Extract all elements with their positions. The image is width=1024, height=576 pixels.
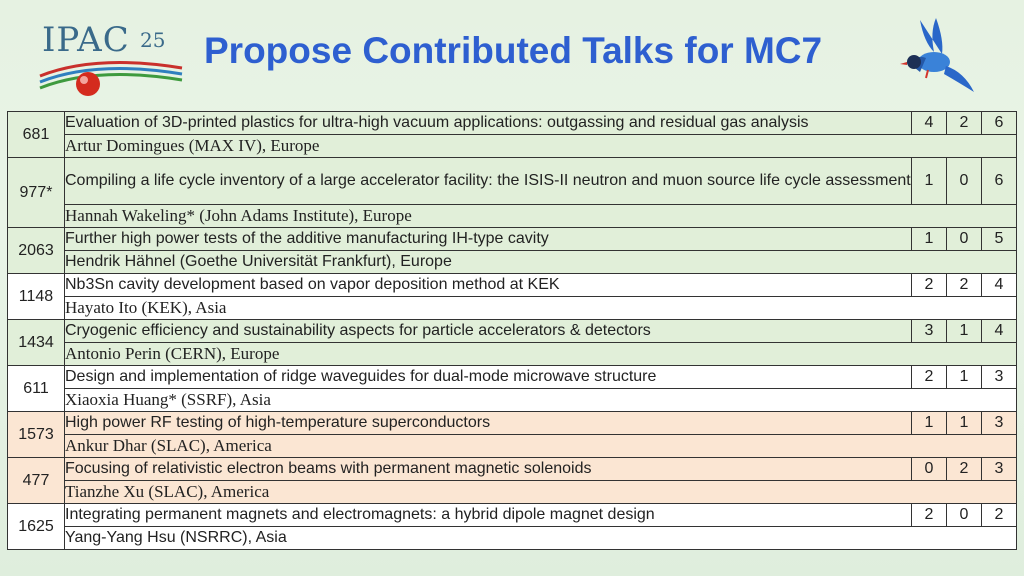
talk-id: 977* [8, 158, 65, 228]
talk-id: 611 [8, 366, 65, 412]
talk-id: 1434 [8, 320, 65, 366]
score-2: 2 [947, 274, 982, 297]
table-row [8, 112, 1017, 135]
score-1: 2 [912, 366, 947, 389]
table-row [8, 366, 1017, 389]
talk-id: 1148 [8, 274, 65, 320]
talk-id: 1625 [8, 504, 65, 550]
score-3: 6 [982, 158, 1017, 205]
talk-author: Yang-Yang Hsu (NSRRC), Asia [65, 527, 1017, 550]
score-3: 3 [982, 412, 1017, 435]
page-title: Propose Contributed Talks for MC7 [204, 30, 823, 71]
score-2: 2 [947, 458, 982, 481]
table-row [8, 297, 1017, 320]
logo-year: 25 [140, 28, 166, 52]
table-row [8, 481, 1017, 504]
score-3: 3 [982, 366, 1017, 389]
score-1: 1 [912, 228, 947, 251]
table-row [8, 412, 1017, 435]
talk-author: Hendrik Hähnel (Goethe Universität Frankfurt), Europe [65, 251, 1017, 274]
score-2: 1 [947, 412, 982, 435]
table-row [8, 251, 1017, 274]
score-3: 3 [982, 458, 1017, 481]
table-row [8, 504, 1017, 527]
table-row [8, 527, 1017, 550]
talk-title: Design and implementation of ridge waveguides for dual-mode microwave structure [65, 366, 912, 389]
score-1: 0 [912, 458, 947, 481]
logo-text: IPAC [42, 20, 130, 60]
ipac-logo [36, 20, 186, 100]
talk-author: Xiaoxia Huang* (SSRF), Asia [65, 389, 1017, 412]
talks-table [7, 111, 1017, 550]
talk-author: Antonio Perin (CERN), Europe [65, 343, 1017, 366]
table-row [8, 320, 1017, 343]
score-3: 4 [982, 320, 1017, 343]
talk-id: 477 [8, 458, 65, 504]
score-2: 0 [947, 158, 982, 205]
talk-author: Ankur Dhar (SLAC), America [65, 435, 1017, 458]
score-2: 1 [947, 366, 982, 389]
talk-author: Hayato Ito (KEK), Asia [65, 297, 1017, 320]
score-3: 4 [982, 274, 1017, 297]
talk-id: 1573 [8, 412, 65, 458]
score-2: 0 [947, 228, 982, 251]
talk-title: Nb3Sn cavity development based on vapor deposition method at KEK [65, 274, 912, 297]
talk-title: Focusing of relativistic electron beams with permanent magnetic solenoids [65, 458, 912, 481]
score-3: 2 [982, 504, 1017, 527]
score-1: 4 [912, 112, 947, 135]
talk-title: Evaluation of 3D-printed plastics for ultra-high vacuum applications: outgassing and residual gas analysis [65, 112, 912, 135]
table-row [8, 458, 1017, 481]
talk-id: 681 [8, 112, 65, 158]
score-3: 5 [982, 228, 1017, 251]
score-1: 1 [912, 412, 947, 435]
talk-id: 2063 [8, 228, 65, 274]
score-1: 2 [912, 504, 947, 527]
table-row [8, 343, 1017, 366]
talk-author: Hannah Wakeling* (John Adams Institute), Europe [65, 205, 1017, 228]
score-2: 1 [947, 320, 982, 343]
score-2: 0 [947, 504, 982, 527]
talk-author: Tianzhe Xu (SLAC), America [65, 481, 1017, 504]
talk-title: High power RF testing of high-temperature superconductors [65, 412, 912, 435]
logo-swoosh-icon [36, 20, 186, 100]
talk-title: Further high power tests of the additive manufacturing IH-type cavity [65, 228, 912, 251]
table-row [8, 274, 1017, 297]
score-2: 2 [947, 112, 982, 135]
score-1: 1 [912, 158, 947, 205]
table-row [8, 435, 1017, 458]
score-1: 2 [912, 274, 947, 297]
talk-title: Cryogenic efficiency and sustainability aspects for particle accelerators & detectors [65, 320, 912, 343]
table-row [8, 205, 1017, 228]
score-3: 6 [982, 112, 1017, 135]
blue-magpie-icon [890, 12, 980, 98]
talk-author: Artur Domingues (MAX IV), Europe [65, 135, 1017, 158]
score-1: 3 [912, 320, 947, 343]
table-row [8, 228, 1017, 251]
talk-title: Compiling a life cycle inventory of a large accelerator facility: the ISIS-II neutron and muon source life cycle assessment [65, 158, 912, 205]
table-row [8, 389, 1017, 412]
table-row [8, 135, 1017, 158]
table-row [8, 158, 1017, 205]
talk-title: Integrating permanent magnets and electromagnets: a hybrid dipole magnet design [65, 504, 912, 527]
